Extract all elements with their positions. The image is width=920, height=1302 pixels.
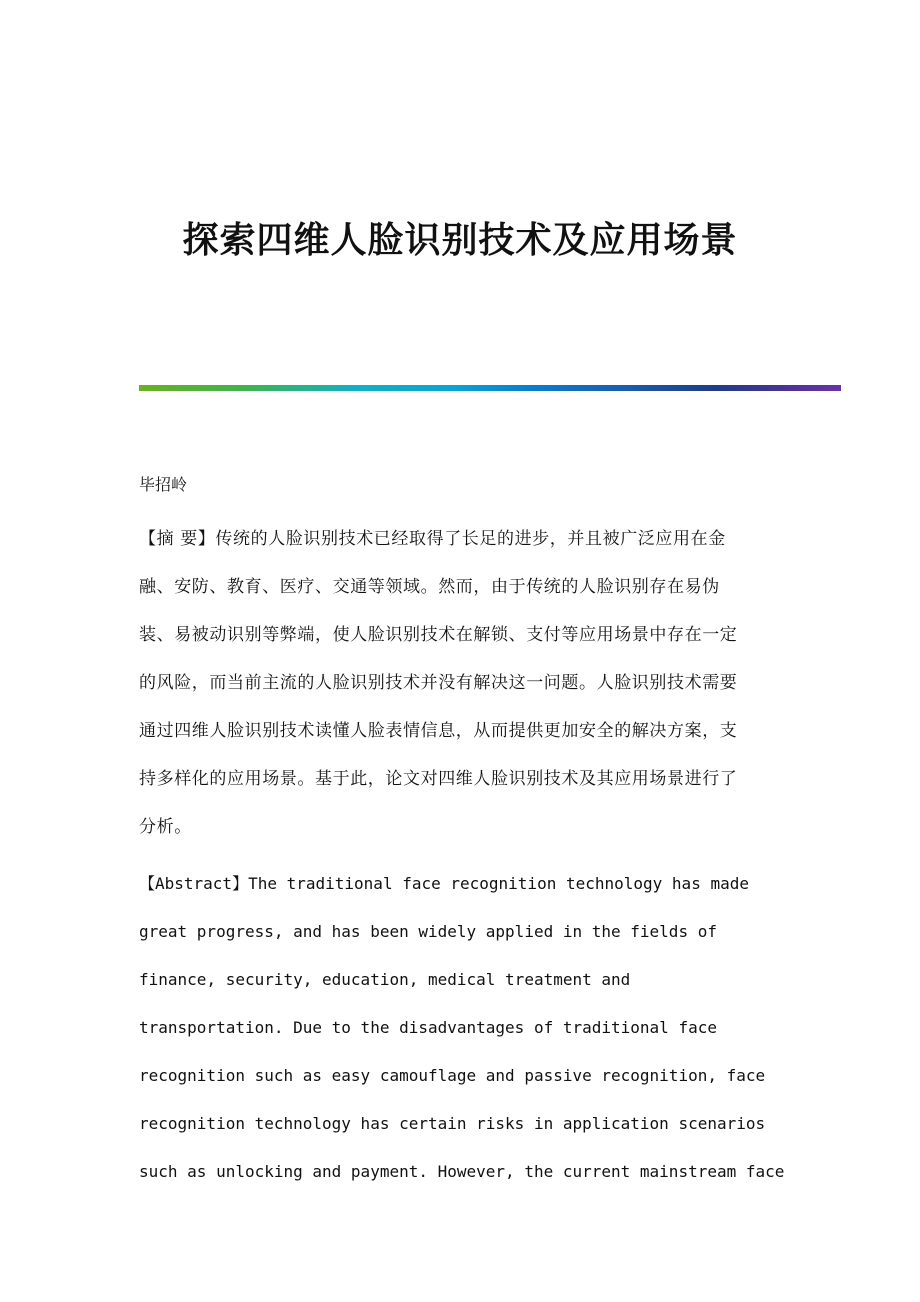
gradient-divider [139,385,841,391]
abstract-en-line: 【Abstract】The traditional face recognition technology has made [139,874,749,893]
abstract-en-line: transportation. Due to the disadvantages of traditional face [139,1018,717,1037]
abstract-en-label: 【Abstract】 [139,874,249,893]
abstract-cn-line: 融、安防、教育、医疗、交通等领域。然而，由于传统的人脸识别存在易伪 [139,577,720,597]
abstract-cn-line: 分析。 [139,817,192,837]
document-title: 探索四维人脸识别技术及应用场景 [182,219,738,261]
abstract-chinese [139,515,779,851]
abstract-en-line: such as unlocking and payment. However, the current mainstream face [139,1162,785,1181]
abstract-en-line: great progress, and has been widely applied in the fields of [139,922,717,941]
abstract-cn-line: 的风险，而当前主流的人脸识别技术并没有解决这一问题。人脸识别技术需要 [139,673,738,693]
abstract-en-line: recognition technology has certain risks in application scenarios [139,1114,766,1133]
abstract-english [139,860,789,1196]
abstract-cn-line: 【摘 要】传统的人脸识别技术已经取得了长足的进步，并且被广泛应用在金 [139,529,726,549]
abstract-en-line: recognition such as easy camouflage and passive recognition, face [139,1066,766,1085]
abstract-cn-label: 【摘 要】 [139,529,216,549]
abstract-en-line: finance, security, education, medical treatment and [139,970,631,989]
abstract-cn-line: 装、易被动识别等弊端，使人脸识别技术在解锁、支付等应用场景中存在一定 [139,625,738,645]
abstract-cn-line: 持多样化的应用场景。基于此，论文对四维人脸识别技术及其应用场景进行了 [139,769,738,789]
abstract-cn-line: 通过四维人脸识别技术读懂人脸表情信息，从而提供更加安全的解决方案，支 [139,721,738,741]
author-name: 毕招岭 [139,475,188,494]
